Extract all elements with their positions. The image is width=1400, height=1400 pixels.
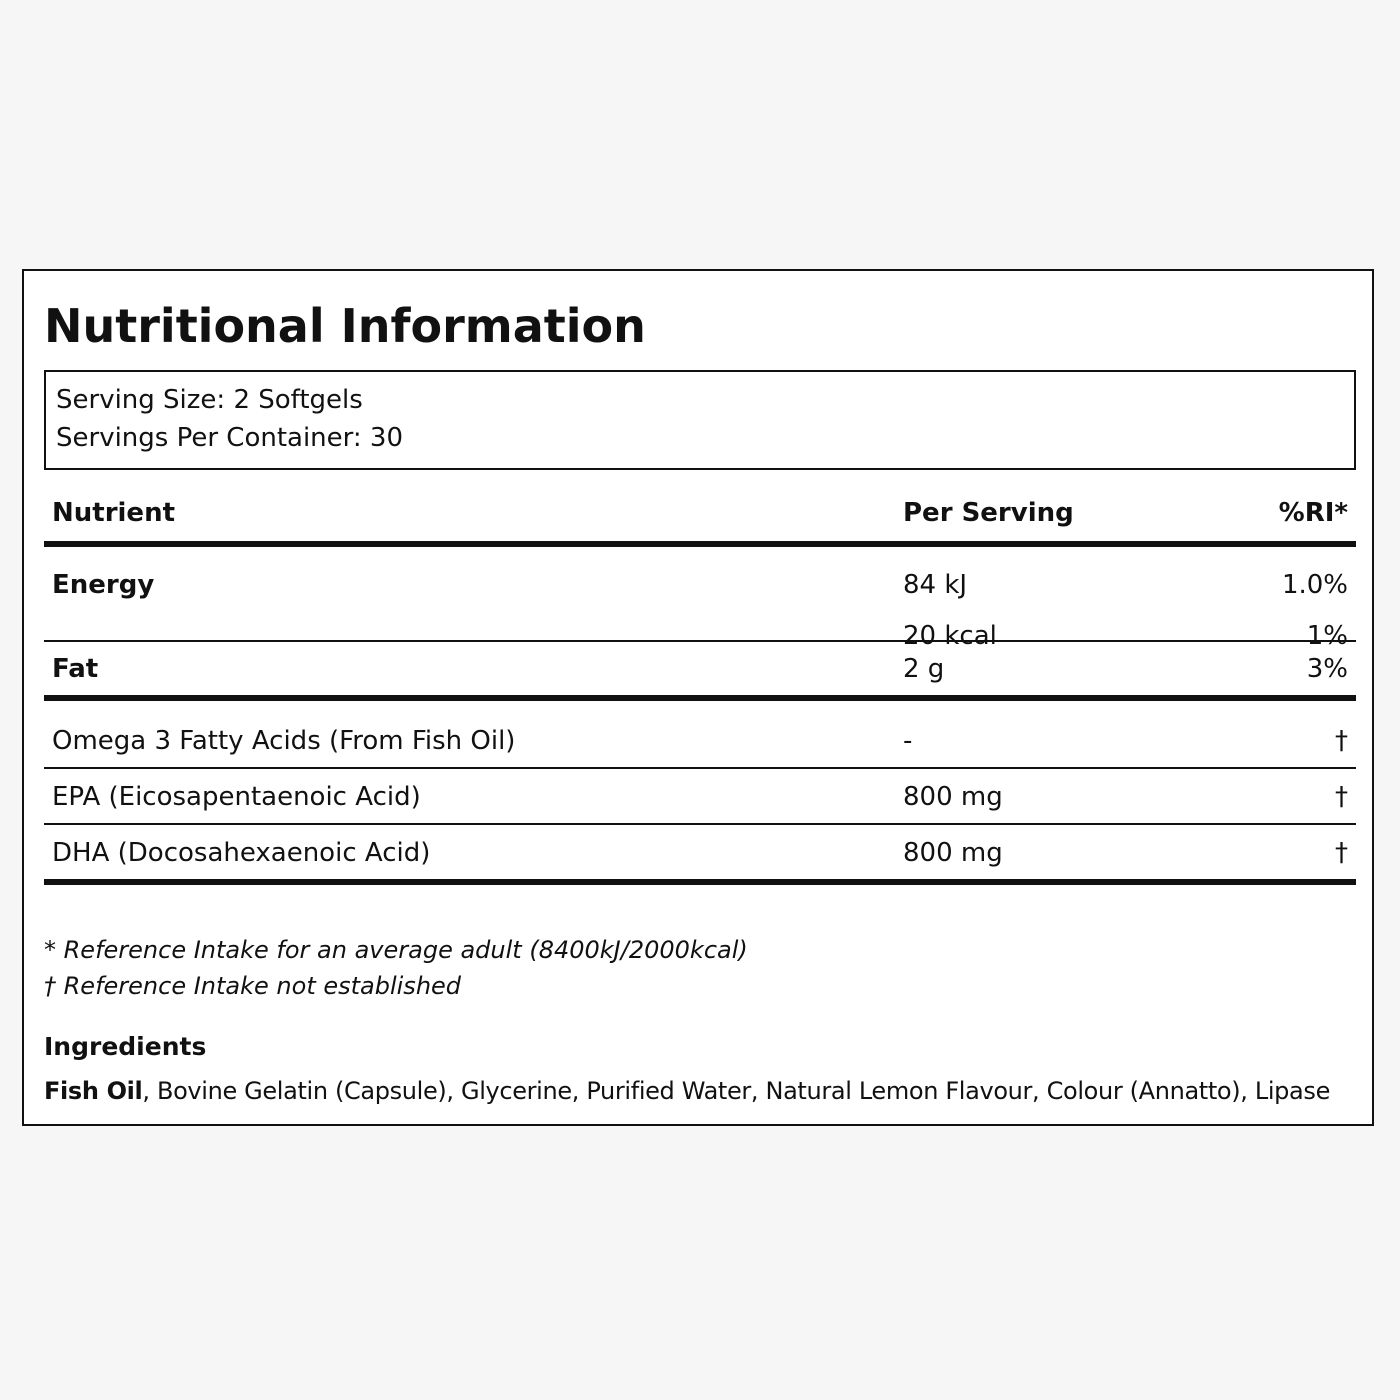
serving-info-box [44,370,1356,470]
nutrient-value: 800 mg [903,782,1003,812]
energy-kj-ri: 1.0% [1281,570,1348,600]
table-row-fat [44,642,1356,701]
fat-value: 2 g [903,654,945,684]
page-title: Nutritional Information [44,299,646,353]
table-row [44,701,1356,769]
nutrient-ri: † [1335,782,1348,812]
table-row-energy-kj [44,547,1356,599]
table-header-row [44,493,1356,547]
footnote-reference-intake: * Reference Intake for an average adult (8400kJ/2000kcal) [44,936,748,964]
nutrient-ri: † [1335,838,1348,868]
energy-kcal-ri: 1% [1306,621,1348,651]
header-nutrient: Nutrient [52,498,176,528]
nutrient-name-fat: Fat [52,654,99,684]
header-ri: %RI* [1278,498,1348,528]
serving-size: Serving Size: 2 Softgels [56,385,363,415]
nutrient-name-energy: Energy [52,570,155,600]
fat-ri: 3% [1306,654,1348,684]
footnote-not-established: † Reference Intake not established [44,972,462,1000]
ingredients-list [44,1075,1360,1107]
servings-per-container: Servings Per Container: 30 [56,423,404,453]
table-row [44,825,1356,885]
energy-kcal-value: 20 kcal [903,621,997,651]
ingredients-rest: , Bovine Gelatin (Capsule), Glycerine, Purified Water, Natural Lemon Flavour, Colour (Annatto), Lipase [142,1077,1330,1105]
nutrient-ri: † [1335,726,1348,756]
table-row-energy-kcal [44,599,1356,651]
nutrient-value: 800 mg [903,838,1003,868]
nutrition-label [22,269,1374,1126]
ingredients-heading: Ingredients [44,1032,207,1061]
nutrient-value: - [903,726,913,756]
nutrient-name: EPA (Eicosapentaenoic Acid) [52,782,421,812]
nutrient-name: Omega 3 Fatty Acids (From Fish Oil) [52,726,516,756]
table-row [44,769,1356,825]
nutrient-name: DHA (Docosahexaenoic Acid) [52,838,431,868]
header-per-serving: Per Serving [903,498,1074,528]
ingredient-highlight: Fish Oil [44,1077,143,1105]
energy-kj-value: 84 kJ [903,570,968,600]
nutrition-table [44,493,1356,885]
